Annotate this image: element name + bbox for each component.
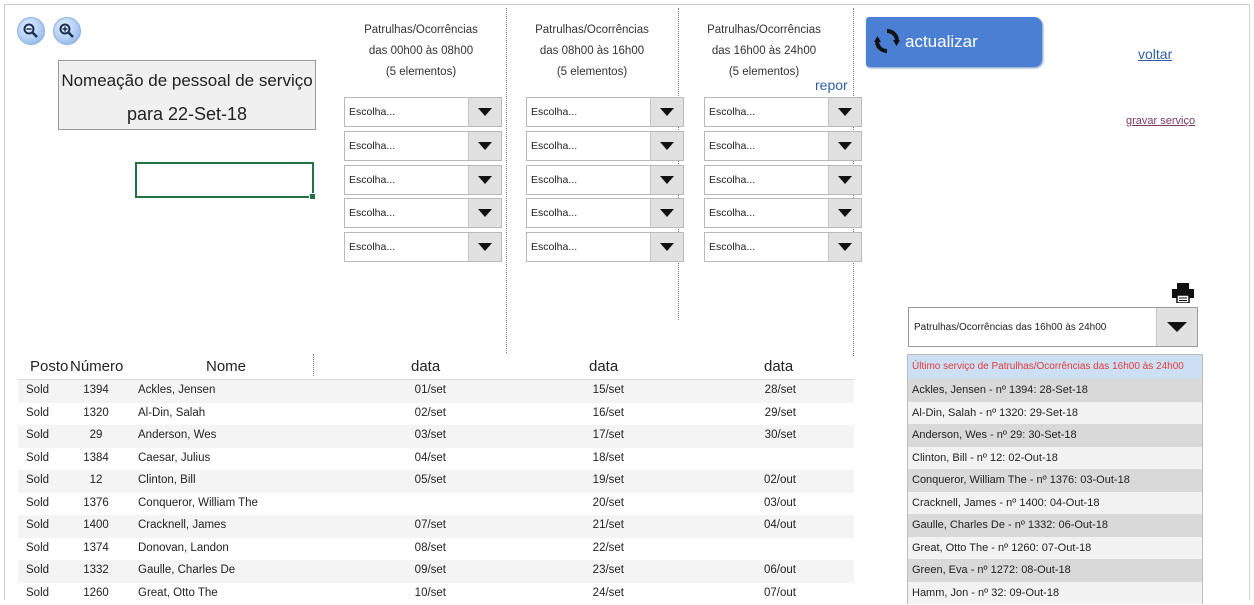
cell-numero: 1374 [66,542,126,554]
zoom-out-button[interactable] [17,17,45,45]
column-divider [506,8,507,353]
shift-3-line2: das 16h00 às 24h00 [679,41,849,62]
printer-icon[interactable] [1172,283,1194,303]
dropdown-button[interactable] [828,166,861,194]
dropdown-value: Escolha... [709,241,755,253]
cell-nome: Gaulle, Charles De [138,564,318,576]
header-data-2: data [589,358,618,375]
dropdown-value: Escolha... [709,106,755,118]
dropdown-value: Escolha... [531,207,577,219]
cell-nome: Cracknell, James [138,519,318,531]
voltar-link[interactable]: voltar [1138,46,1172,62]
dropdown-value: Escolha... [349,174,395,186]
cell-d3: 07/out [688,587,796,599]
shift-2-line3: (5 elementos) [507,62,677,83]
shift-2-dropdown-2[interactable] [526,131,684,161]
shift-3-dropdown-4[interactable] [704,198,862,228]
cell-d2: 18/set [518,452,624,464]
dropdown-value: Escolha... [709,207,755,219]
cell-posto: Sold [26,564,56,576]
dropdown-value: Escolha... [709,174,755,186]
title-line-2: para 22-Set-18 [59,104,315,124]
shift-select-button[interactable] [1156,308,1197,346]
dropdown-value: Escolha... [349,241,395,253]
cell-posto: Sold [26,407,56,419]
last-service-item: Cracknell, James - nº 1400: 04-Out-18 [908,492,1202,515]
shift-1-line3: (5 elementos) [336,62,506,83]
chevron-down-icon [478,108,492,116]
cell-d1: 03/set [338,429,446,441]
cell-d1: 04/set [338,452,446,464]
cell-d2: 16/set [518,407,624,419]
selected-cell[interactable] [135,162,314,198]
cell-d1: 07/set [338,519,446,531]
cell-posto: Sold [26,384,56,396]
dropdown-button[interactable] [468,98,501,126]
chevron-down-icon [478,176,492,184]
chevron-down-icon [838,108,852,116]
cell-d1: 10/set [338,587,446,599]
dropdown-value: Escolha... [349,140,395,152]
shift-2-dropdown-3[interactable] [526,165,684,195]
shift-3-dropdown-1[interactable] [704,97,862,127]
cell-d1: 02/set [338,407,446,419]
dropdown-button[interactable] [468,166,501,194]
cell-d1: 05/set [338,474,446,486]
cell-numero: 1260 [66,587,126,599]
shift-2-line2: das 08h00 às 16h00 [507,41,677,62]
table-row [18,380,854,403]
shift-1-dropdown-5[interactable] [344,232,502,262]
header-nome: Nome [206,358,246,375]
dropdown-button[interactable] [468,132,501,160]
header-posto: Posto [30,358,68,375]
cell-d3: 02/out [688,474,796,486]
refresh-icon [873,27,901,55]
shift-2-dropdown-5[interactable] [526,232,684,262]
chevron-down-icon [478,209,492,217]
cell-nome: Al-Din, Salah [138,407,318,419]
cell-d3: 04/out [688,519,796,531]
shift-3-dropdown-2[interactable] [704,131,862,161]
dropdown-button[interactable] [650,199,683,227]
header-data-1: data [411,358,440,375]
chevron-down-icon [660,209,674,217]
cell-posto: Sold [26,429,56,441]
cell-numero: 12 [66,474,126,486]
cell-posto: Sold [26,519,56,531]
chevron-down-icon [660,108,674,116]
chevron-down-icon [838,209,852,217]
dropdown-value: Escolha... [531,174,577,186]
dropdown-value: Escolha... [531,140,577,152]
dropdown-button[interactable] [828,199,861,227]
cell-d2: 21/set [518,519,624,531]
cell-posto: Sold [26,542,56,554]
chevron-down-icon [660,142,674,150]
cell-nome: Anderson, Wes [138,429,318,441]
last-service-header: Último serviço de Patrulhas/Ocorrências das 16h00 às 24h00 [908,355,1202,379]
cell-nome: Conqueror, William The [138,497,318,509]
chevron-down-icon [660,243,674,251]
title-line-1: Nomeação de pessoal de serviço [59,71,315,91]
last-service-item: Hamm, Jon - nº 32: 09-Out-18 [908,582,1202,605]
cell-numero: 1384 [66,452,126,464]
shift-select-value: Patrulhas/Ocorrências das 16h00 às 24h00 [914,322,1106,333]
column-divider [678,8,679,320]
actualizar-label: actualizar [905,32,978,52]
cell-d2: 15/set [518,384,624,396]
table-row [18,403,854,426]
last-service-item: Al-Din, Salah - nº 1320: 29-Set-18 [908,402,1202,425]
table-row [18,583,854,605]
cell-d3: 28/set [688,384,796,396]
table-row [18,470,854,493]
shift-1-dropdown-4[interactable] [344,198,502,228]
last-service-item: Clinton, Bill - nº 12: 02-Out-18 [908,447,1202,470]
cell-d2: 19/set [518,474,624,486]
dropdown-button[interactable] [650,98,683,126]
dropdown-button[interactable] [650,132,683,160]
cell-nome: Ackles, Jensen [138,384,318,396]
dropdown-value: Escolha... [349,207,395,219]
table-row [18,493,854,516]
shift-3-line3: (5 elementos) [679,62,849,83]
cell-d3: 29/set [688,407,796,419]
actualizar-button[interactable] [866,17,1042,67]
cell-numero: 1394 [66,384,126,396]
cell-d2: 22/set [518,542,624,554]
cell-nome: Great, Otto The [138,587,318,599]
shift-3-dropdown-3[interactable] [704,165,862,195]
cell-nome: Clinton, Bill [138,474,318,486]
chevron-down-icon [838,176,852,184]
header-numero: Número [70,358,123,375]
cell-numero: 1320 [66,407,126,419]
dropdown-value: Escolha... [531,106,577,118]
cell-posto: Sold [26,587,56,599]
cell-d2: 17/set [518,429,624,441]
shift-1-dropdown-3[interactable] [344,165,502,195]
shift-1-dropdown-2[interactable] [344,131,502,161]
shift-header-3 [679,20,849,83]
table-header [18,355,854,380]
shift-2-line1: Patrulhas/Ocorrências [507,20,677,41]
cell-numero: 1376 [66,497,126,509]
shift-header-1 [336,20,506,83]
last-service-item: Anderson, Wes - nº 29: 30-Set-18 [908,424,1202,447]
cell-d3: 03/out [688,497,796,509]
table-row [18,560,854,583]
cell-posto: Sold [26,452,56,464]
shift-header-2 [507,20,677,83]
shift-2-dropdown-1[interactable] [526,97,684,127]
last-service-item: Gaulle, Charles De - nº 1332: 06-Out-18 [908,514,1202,537]
cell-d1: 08/set [338,542,446,554]
table-row [18,425,854,448]
cell-d1: 01/set [338,384,446,396]
zoom-out-icon [22,22,40,40]
shift-1-line2: das 00h00 às 08h00 [336,41,506,62]
dropdown-value: Escolha... [349,106,395,118]
cell-d2: 24/set [518,587,624,599]
cell-d3: 06/out [688,564,796,576]
cell-nome: Caesar, Julius [138,452,318,464]
shift-1-dropdown-1[interactable] [344,97,502,127]
dropdown-button[interactable] [650,166,683,194]
last-service-item: Ackles, Jensen - nº 1394: 28-Set-18 [908,379,1202,402]
cell-nome: Donovan, Landon [138,542,318,554]
zoom-in-icon [58,22,76,40]
gravar-servico-link[interactable]: gravar serviço [1126,115,1195,127]
zoom-in-button[interactable] [53,17,81,45]
fill-handle[interactable] [309,193,316,200]
dropdown-button[interactable] [468,199,501,227]
dropdown-button[interactable] [828,233,861,261]
shift-3-dropdown-5[interactable] [704,232,862,262]
dropdown-button[interactable] [828,132,861,160]
last-service-item: Great, Otto The - nº 1260: 07-Out-18 [908,537,1202,560]
dropdown-button[interactable] [650,233,683,261]
table-row [18,538,854,561]
cell-posto: Sold [26,474,56,486]
chevron-down-icon [478,243,492,251]
cell-d1: 09/set [338,564,446,576]
cell-numero: 29 [66,429,126,441]
cell-d3: 30/set [688,429,796,441]
personnel-table [18,355,854,605]
dropdown-button[interactable] [828,98,861,126]
last-service-list [907,354,1203,604]
repor-link[interactable]: repor [815,77,848,93]
shift-select[interactable] [908,307,1198,347]
chevron-down-icon [660,176,674,184]
dropdown-value: Escolha... [709,140,755,152]
table-row [18,448,854,471]
page-title [58,60,316,130]
shift-2-dropdown-4[interactable] [526,198,684,228]
cell-d2: 20/set [518,497,624,509]
cell-d2: 23/set [518,564,624,576]
header-data-3: data [764,358,793,375]
chevron-down-icon [838,142,852,150]
chevron-down-icon [838,243,852,251]
shift-3-line1: Patrulhas/Ocorrências [679,20,849,41]
cell-posto: Sold [26,497,56,509]
shift-1-line1: Patrulhas/Ocorrências [336,20,506,41]
cell-numero: 1400 [66,519,126,531]
dropdown-button[interactable] [468,233,501,261]
cell-numero: 1332 [66,564,126,576]
chevron-down-icon [1167,322,1187,332]
dropdown-value: Escolha... [531,241,577,253]
table-row [18,515,854,538]
last-service-item: Green, Eva - nº 1272: 08-Out-18 [908,559,1202,582]
last-service-item: Conqueror, William The - nº 1376: 03-Out-18 [908,469,1202,492]
chevron-down-icon [478,142,492,150]
